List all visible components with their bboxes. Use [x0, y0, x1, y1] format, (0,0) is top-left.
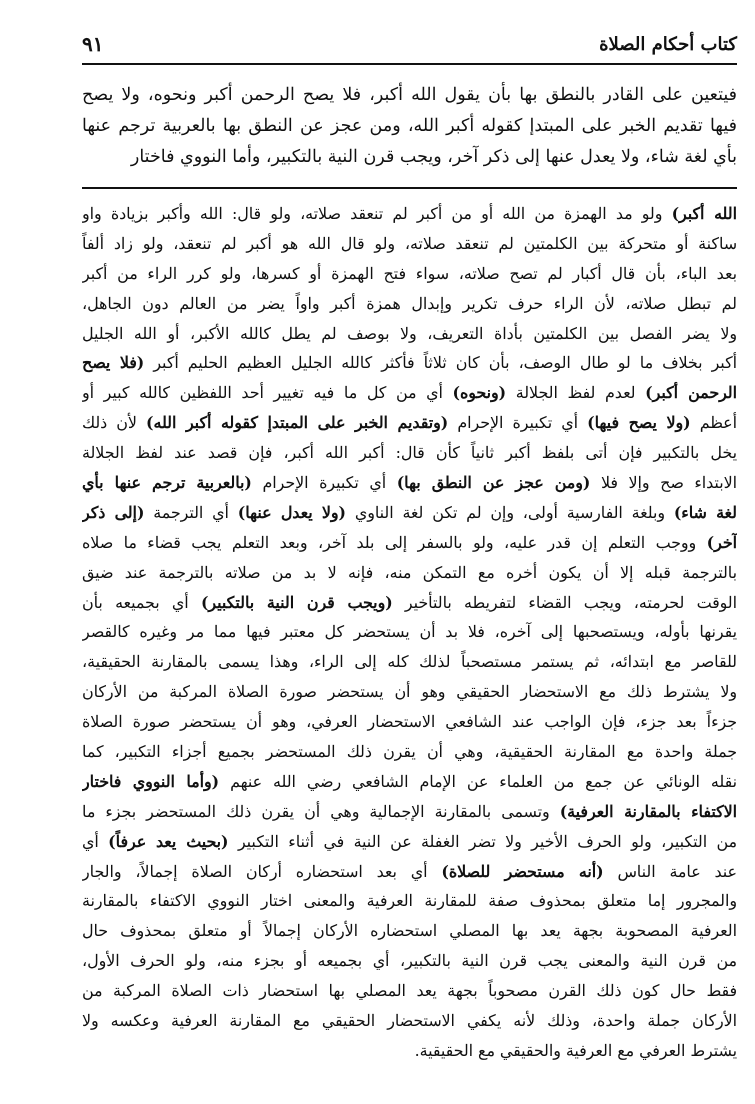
footnote-line — [82, 946, 737, 976]
footnote-line — [82, 767, 737, 797]
footnote-line — [82, 378, 737, 408]
footnote-line — [82, 229, 737, 259]
text-segment: ولو مد الهمزة من الله أو من أكبر لم تنعقد صلاته، ولو قال: الله وأكبر بزيادة واو — [82, 204, 672, 223]
text-segment: ولا يشترط ذلك مع الاستحضار الحقيقي وهو أن يستحضر صورة الصلاة المركبة من الأركان — [82, 682, 737, 702]
text-segment: أي بجميعه بأن — [82, 592, 201, 612]
bold-quoted-text: (ولا يعدل عنها) — [237, 502, 347, 522]
bold-quoted-text: (ونحوه) — [452, 383, 507, 403]
text-segment: وبلغة الفارسية أولى، وإن لم تكن لغة الناوي — [346, 502, 674, 522]
text-segment: لأن ذلك — [82, 413, 146, 433]
text-segment: فيها تقديم الخبر على المبتدإ كقوله أكبر الله، ومن عجز عن النطق بها بالعربية ترجم عنها — [82, 116, 737, 136]
footnote-line — [82, 797, 737, 827]
text-segment: العرفية المصحوبة بجهة يعد بها المصلي استحضاره الأركان إجمالاً أو متعلق بمحذوف حال — [82, 921, 737, 941]
footnote-line — [82, 737, 737, 767]
text-segment: لعدم لفظ الجلالة — [506, 383, 646, 403]
main-text — [82, 80, 737, 173]
text-segment: أي الترجمة — [144, 502, 238, 522]
text-segment: ولا يضر الفصل بين الكلمتين بأداة التعريف، ولا بوصف لم يطل كالله الأكبر، أو الله الجليل — [82, 323, 737, 343]
text-segment: من التكبير، ولو الحرف الأخير ولا تضر الغفلة عن النية في أثناء التكبير — [228, 831, 737, 851]
main-text-line — [82, 142, 737, 173]
text-segment: أي تكبيرة الإحرام — [251, 473, 397, 493]
text-segment: ساكنة أو متحركة بين الكلمتين لم تنعقد صلاته، ولو قال الله هو أكبر لم تنعقد، ولو زاد ألفاً — [82, 233, 737, 253]
footnote-line — [82, 558, 737, 588]
text-segment: الابتداء صح وإلا فلا — [590, 473, 737, 493]
footnote-line — [82, 289, 737, 319]
bold-quoted-text: (بالعربية ترجم عنها بأي — [82, 473, 252, 493]
text-segment: أكبر بخلاف ما لو طال الوصف، بأن كان ثلاثاً فأكثر كالله الجليل العظيم الحليم أكبر — [144, 353, 737, 373]
footnote-line — [82, 647, 737, 677]
footnote-text — [82, 199, 737, 1066]
bold-quoted-text: (إلى ذكر — [82, 502, 145, 522]
footnote-line — [82, 617, 737, 647]
bold-quoted-text: لغة شاء) — [673, 502, 737, 522]
text-segment: الوقت لحرمته، ويجب القضاء لتفريطه بالتأخير — [392, 592, 737, 612]
text-segment: بالترجمة قبله إلا أن يكون أخره مع التمكن منه، فإنه لا بد من صلاته بالترجمة عند ضيق — [82, 562, 737, 582]
footnote-line — [82, 408, 737, 438]
text-segment: أي بعد استحضاره أركان الصلاة إجمالاً، والجار — [82, 861, 442, 881]
text-segment: للقاصر مع ابتدائه، ثم يستمر مستصحباً لذلك كله إلى الراء، وهذا يسمى بالمقارنة الحقيقية، — [82, 652, 737, 672]
header-divider — [82, 63, 737, 65]
footnote-line — [82, 348, 737, 378]
page-header — [82, 30, 737, 60]
footnote-line — [82, 886, 737, 916]
bold-quoted-text: (وتقديم الخبر على المبتدإ كقوله أكبر الله) — [146, 413, 449, 433]
bold-quoted-text: (وأما النووي فاختار — [82, 771, 220, 791]
text-segment: عند عامة الناس — [603, 861, 737, 881]
text-segment: بعد الباء، بأن قال أكبار لم تصح صلاته، سواء فتح الهمزة أو كسرها، ولو كرر الراء من أكبر — [82, 263, 737, 283]
footnote-line — [82, 677, 737, 707]
footnote-line — [82, 976, 737, 1006]
bold-quoted-text: الاكتفاء بالمقارنة العرفية) — [559, 801, 737, 821]
text-segment: نقله الونائي عن جمع من العلماء عن الإمام الشافعي رضي الله عنهم — [219, 771, 737, 791]
footnote-line — [82, 199, 737, 229]
bold-quoted-text: (بحيث يعد عرفاً) — [108, 831, 229, 851]
bold-quoted-text: (ومن عجز عن النطق بها) — [396, 473, 591, 493]
main-text-line — [82, 111, 737, 142]
main-text-line — [82, 80, 737, 111]
footnote-line — [82, 588, 737, 618]
footnote-line — [82, 498, 737, 528]
bold-quoted-text: آخر) — [706, 532, 737, 552]
text-segment: يشترط العرفي مع العرفية والحقيقي مع الحقيقية. — [414, 1040, 737, 1060]
bold-quoted-text: (ولا يصح فيها) — [587, 413, 691, 433]
text-segment: لم تبطل صلاته، لأن الراء حرف تكرير وإبدال همزة أكبر واواً يضر من العالم دون الجاهل، — [82, 293, 737, 313]
footnote-line — [82, 438, 737, 468]
text-segment: فقط حال كون ذلك القرن مصحوباً بجهة يعد المصلي بها استحضار ذات الصلاة المركبة من — [82, 981, 737, 1001]
text-segment: أي من كل ما فيه تغيير أحد اللفظين كالله كبير أو — [82, 383, 453, 403]
footnote-line — [82, 528, 737, 558]
bold-quoted-text: (فلا يصح — [82, 353, 145, 373]
text-segment: أعظم — [690, 413, 737, 433]
text-segment: والمجرور إما متعلق بمحذوف صفة للمقارنة العرفية والمعنى اختار النووي الاكتفاء بالمقارنة — [82, 891, 737, 911]
footnote-divider — [82, 187, 737, 189]
page-number: ٩١ — [82, 32, 104, 56]
footnote-line — [82, 707, 737, 737]
text-segment: من قرن النية والمعنى يجب قرن النية بالتكبير، أي بجميعه أو بجزء منه، ولو الحرف الأول، — [82, 951, 737, 971]
running-title: كتاب أحكام الصلاة — [599, 34, 737, 55]
footnote-line — [82, 1036, 737, 1066]
footnote-line — [82, 857, 737, 887]
text-segment: أي تكبيرة الإحرام — [448, 413, 588, 433]
text-segment: أي — [82, 831, 109, 851]
text-segment: ووجب التعلم إن قدر عليه، ولو بالسفر إلى بلد آخر، وبعد التعلم يجب قضاء ما صلاه — [82, 532, 707, 552]
footnote-line — [82, 827, 737, 857]
footnote-line — [82, 319, 737, 349]
bold-quoted-text: الله أكبر) — [671, 204, 737, 223]
text-segment: فيتعين على القادر بالنطق بها بأن يقول الله أكبر، فلا يصح الرحمن أكبر ونحوه، ولا يصح — [82, 85, 737, 105]
footnote-line — [82, 259, 737, 289]
text-segment: الأركان جملة واحدة، وذلك لأنه يكفي الاستحضار الحقيقي مع المقارنة العرفية وعكسه ولا — [82, 1011, 737, 1031]
text-segment: وتسمى بالمقارنة الإجمالية وهي أن يقرن ذلك المستحضر بجزء ما — [82, 801, 560, 821]
bold-quoted-text: الرحمن أكبر) — [645, 383, 737, 403]
text-segment: يخل بالتكبير فإن أتى بلفظ أكبر ثانياً كأن قال: أكبر الله أكبر، فإن قصد عند لفظ الجلالة — [82, 443, 737, 463]
text-segment: جزءاً بعد جزء، فإن الواجب عند الشافعي الاستحضار العرفي، وهو أن يستحضر صورة الصلاة — [82, 712, 737, 732]
text-segment: بأي لغة شاء، ولا يعدل عنها إلى ذكر آخر، ويجب قرن النية بالتكبير، وأما النووي فاختار — [130, 147, 737, 167]
footnote-line — [82, 468, 737, 498]
text-segment: جملة واحدة مع المقارنة الحقيقية، وهي أن يقرن ذلك المستحضر بجميع أجزاء التكبير، كما — [82, 742, 737, 762]
bold-quoted-text: (أنه مستحضر للصلاة) — [441, 861, 604, 881]
footnote-line — [82, 1006, 737, 1036]
bold-quoted-text: (ويجب قرن النية بالتكبير) — [200, 592, 393, 612]
text-segment: يقرنها بأوله، ويستصحبها إلى آخره، فلا بد أن يستحضر كل معتبر فيها مما مر وغيره كالقصر — [82, 622, 737, 642]
footnote-line — [82, 916, 737, 946]
